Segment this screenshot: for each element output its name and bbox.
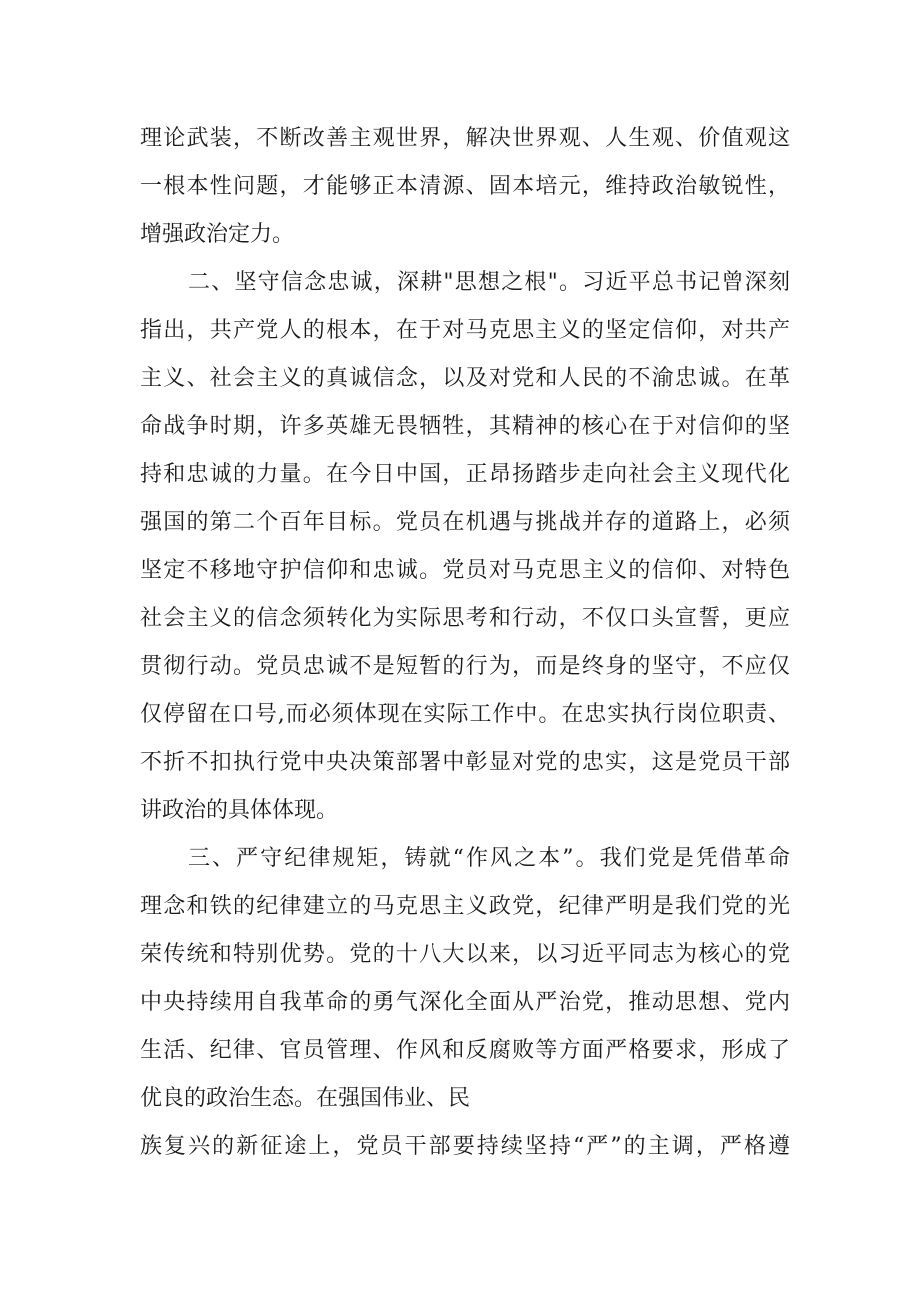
text-line: 中央持续用自我革命的勇气深化全面从严治党，推动思想、党内: [140, 990, 790, 1015]
text-line: 强国的第二个百年目标。党员在机遇与挑战并存的道路上，必须: [140, 510, 790, 535]
text-line: 理念和铁的纪律建立的马克思主义政党，纪律严明是我们党的光: [140, 894, 790, 919]
section-heading-line: 二、坚守信念忠诚，深耕"思想之根"。习近平总书记曾深刻: [188, 270, 790, 295]
text-line: 指出，共产党人的根本，在于对马克思主义的坚定信仰，对共产: [140, 318, 790, 343]
section-heading-line: 三、严守纪律规矩，铸就“作风之本”。我们党是凭借革命: [188, 846, 790, 871]
text-line: 仅停留在口号,而必须体现在实际工作中。在忠实执行岗位职责、: [140, 702, 790, 727]
text-line: 增强政治定力。: [140, 222, 295, 247]
text-line: 社会主义的信念须转化为实际思考和行动，不仅口头宣誓，更应: [140, 606, 790, 631]
text-line: 生活、纪律、官员管理、作风和反腐败等方面严格要求，形成了: [140, 1038, 790, 1063]
text-line: 主义、社会主义的真诚信念，以及对党和人民的不渝忠诚。在革: [140, 366, 790, 391]
text-line: 一根本性问题，才能够正本清源、固本培元，维持政治敏锐性，: [140, 174, 790, 199]
text-line: 讲政治的具体体现。: [140, 798, 339, 823]
text-line: 族复兴的新征途上，党员干部要持续坚持“严”的主调，严格遵: [140, 1134, 790, 1159]
text-line: 荣传统和特别优势。党的十八大以来，以习近平同志为核心的党: [140, 942, 790, 967]
text-line: 命战争时期，许多英雄无畏牺牲，其精神的核心在于对信仰的坚: [140, 414, 790, 439]
text-line: 理论武装，不断改善主观世界，解决世界观、人生观、价值观这: [140, 126, 790, 151]
text-line: 优良的政治生态。在强国伟业、民: [140, 1086, 471, 1111]
text-line: 持和忠诚的力量。在今日中国，正昂扬踏步走向社会主义现代化: [140, 462, 790, 487]
text-line: 坚定不移地守护信仰和忠诚。党员对马克思主义的信仰、对特色: [140, 558, 790, 583]
text-line: 贯彻行动。党员忠诚不是短暂的行为，而是终身的坚守，不应仅: [140, 654, 790, 679]
text-line: 不折不扣执行党中央决策部署中彰显对党的忠实，这是党员干部: [140, 750, 790, 775]
